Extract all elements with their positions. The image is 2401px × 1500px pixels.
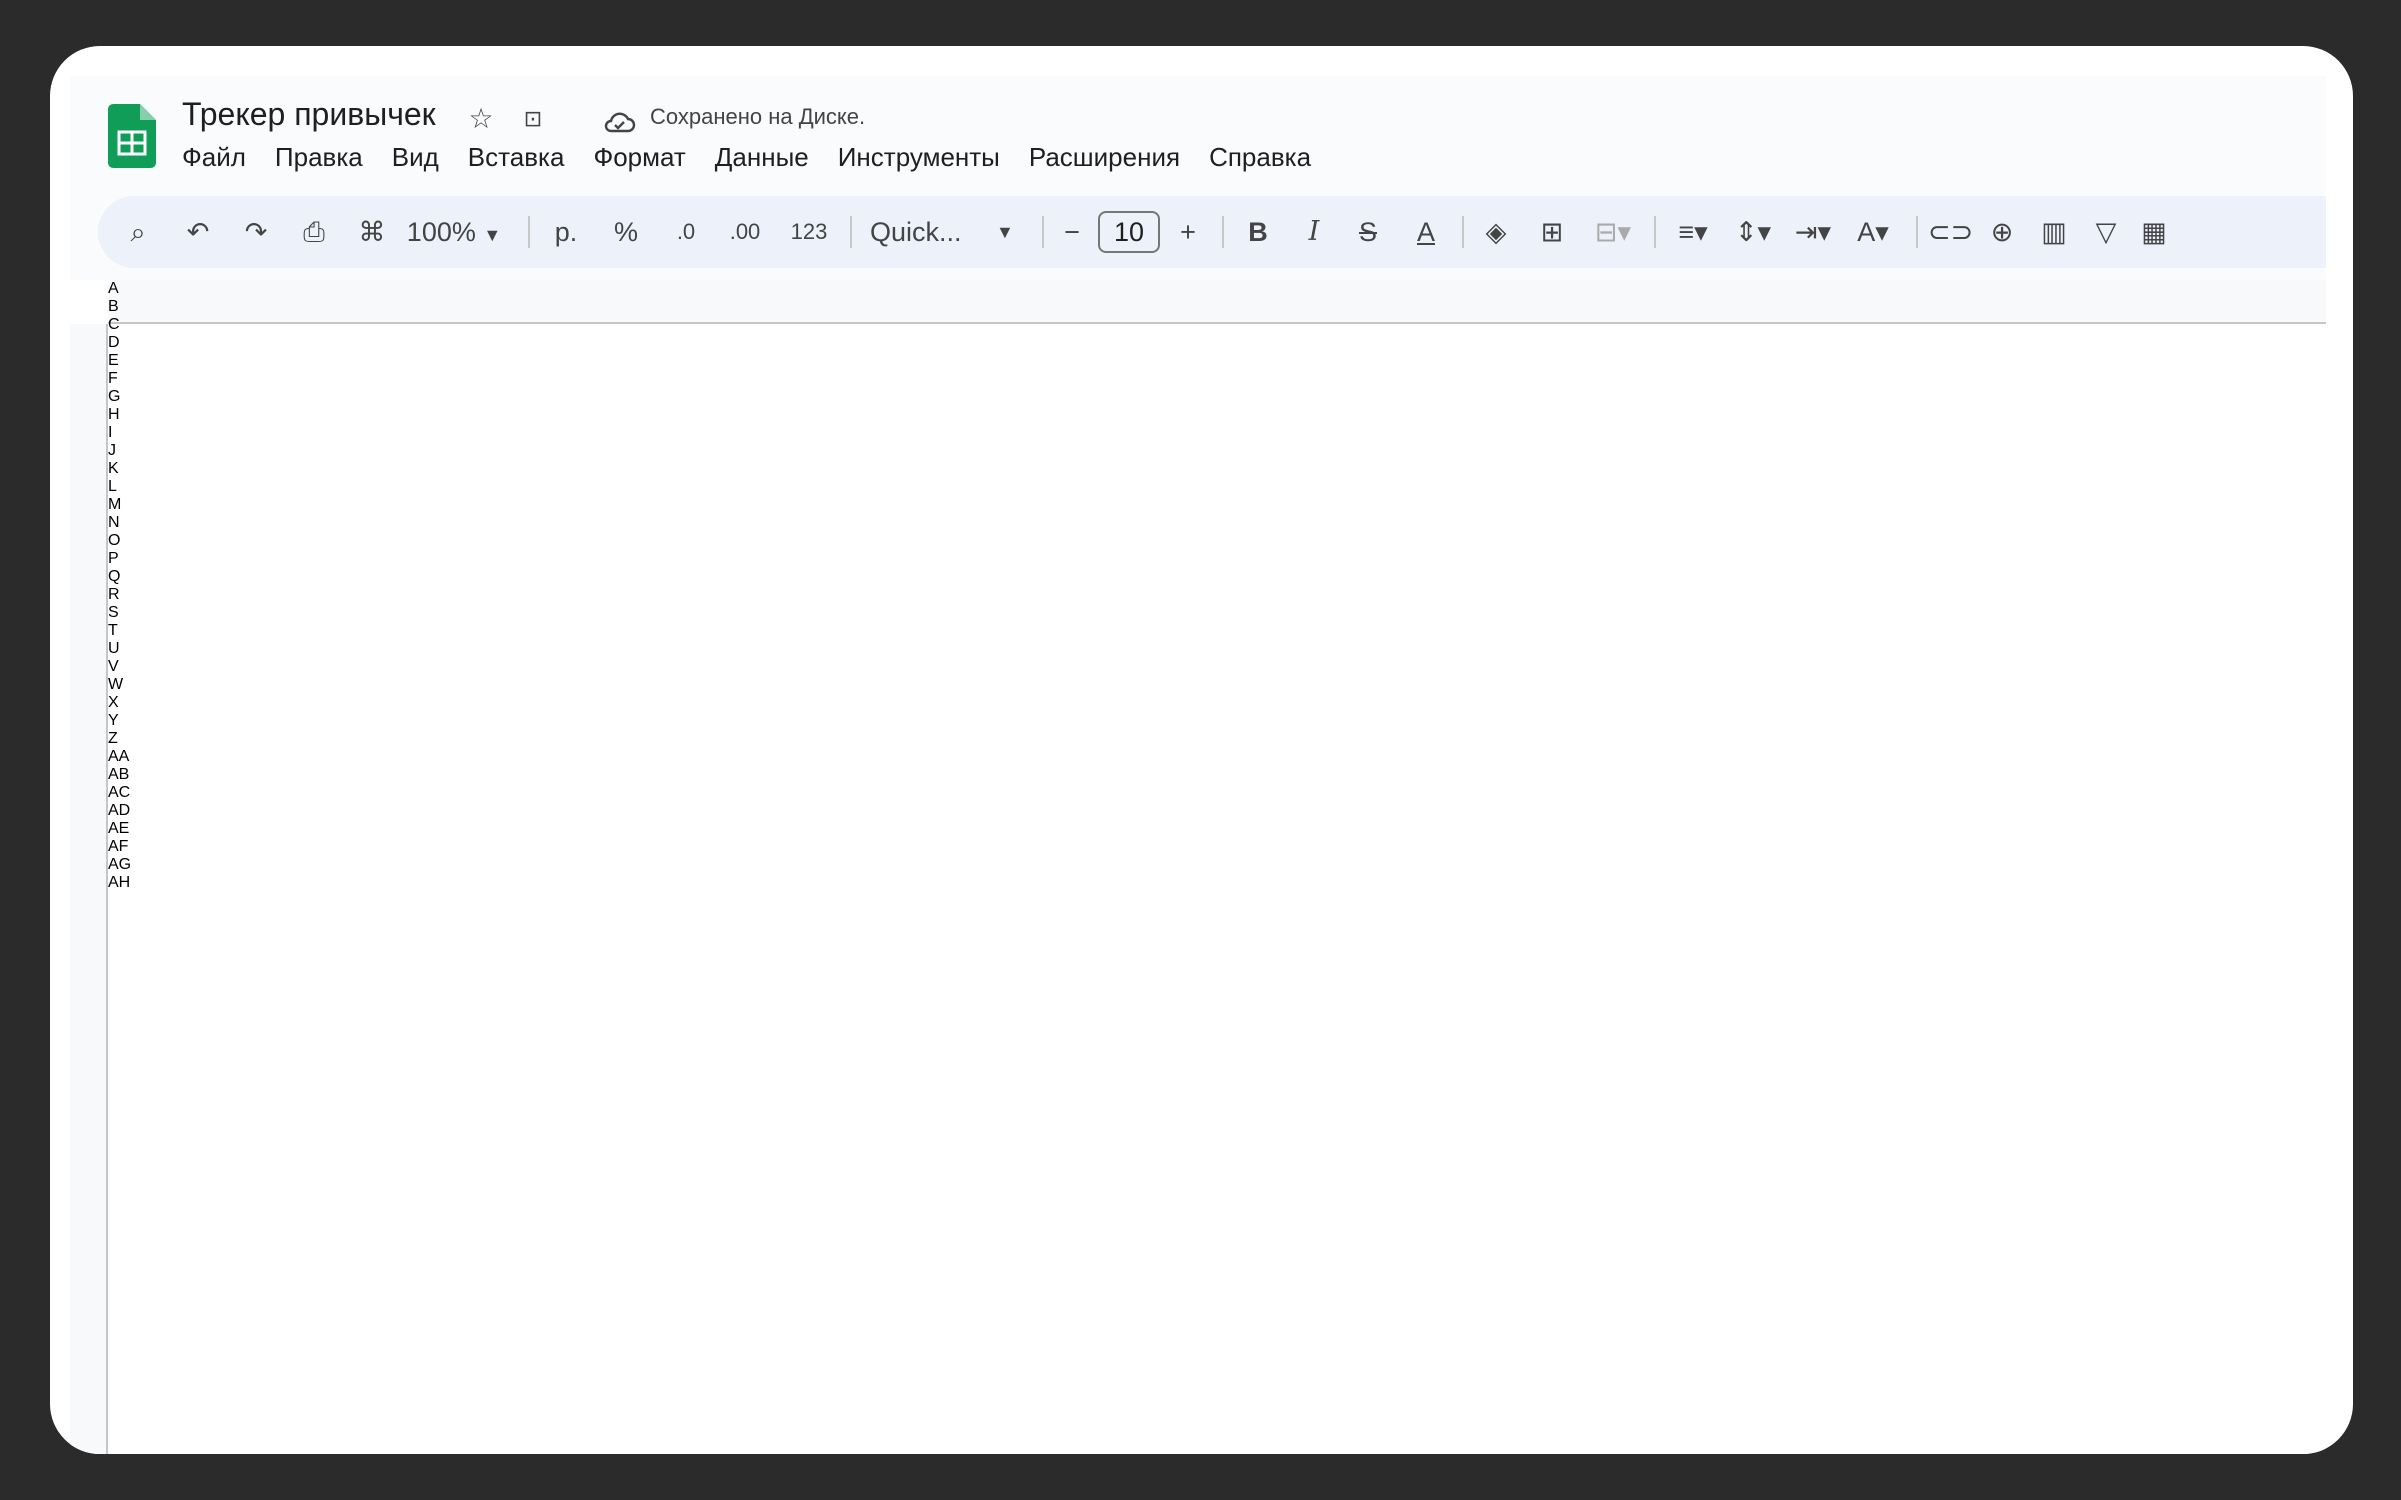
screenshot-frame [50, 46, 2353, 1454]
column-header-Y[interactable]: Y [108, 712, 119, 729]
bold-icon[interactable]: B [1248, 217, 1268, 247]
column-header-U[interactable]: U [108, 640, 120, 657]
sheets-window [70, 76, 2326, 1454]
column-header-N[interactable]: N [108, 514, 120, 531]
document-title[interactable]: Трекер привычек [182, 96, 436, 132]
column-header-I[interactable]: I [108, 424, 113, 441]
row-headers [70, 324, 108, 1454]
column-header-K[interactable]: K [108, 460, 119, 477]
font-size-input[interactable]: 10 [1098, 211, 1160, 253]
column-header-Q[interactable]: Q [108, 568, 121, 585]
font-size-increase-icon[interactable]: + [1180, 217, 1196, 247]
column-header-M[interactable]: M [108, 496, 122, 513]
zoom-select[interactable] [404, 196, 504, 268]
column-header-B[interactable]: B [108, 298, 119, 315]
save-status: Сохранено на Диске. [650, 104, 866, 129]
sheets-logo-icon[interactable] [108, 104, 156, 168]
decrease-decimal-button[interactable]: .0 [676, 219, 696, 244]
fill-color-icon[interactable]: ◈ [1485, 217, 1507, 247]
menu-item-6[interactable]: Инструменты [837, 142, 1000, 172]
text-wrap-icon[interactable]: ⇥▾ [1794, 217, 1832, 247]
column-header-AE[interactable]: AE [108, 820, 130, 837]
menu-item-8[interactable]: Справка [1209, 142, 1312, 172]
column-header-R[interactable]: R [108, 586, 120, 603]
spreadsheet-grid [70, 280, 2326, 1454]
menu-item-4[interactable]: Формат [593, 142, 686, 172]
column-header-L[interactable]: L [108, 478, 117, 495]
column-header-AB[interactable]: AB [108, 766, 130, 783]
chevron-down-icon: ▼ [483, 225, 502, 245]
merge-cells-icon[interactable]: ⊟▾ [1594, 217, 1632, 247]
chevron-down-icon: ▼ [996, 222, 1014, 242]
insert-link-icon[interactable]: ⊂⊃ [1928, 217, 1974, 247]
percent-button[interactable]: % [613, 217, 638, 247]
undo-icon[interactable]: ↶ [186, 217, 210, 247]
column-header-X[interactable]: X [108, 694, 119, 711]
print-icon[interactable]: ⎙ [303, 217, 325, 247]
insert-chart-icon[interactable]: ▥ [2041, 217, 2067, 247]
sheet-content [108, 324, 2326, 1454]
menu-bar [182, 142, 1340, 173]
search-icon[interactable]: ⌕ [130, 217, 146, 247]
text-rotation-icon[interactable]: A▾ [1857, 217, 1889, 247]
filter-icon[interactable]: ▽ [2095, 217, 2117, 247]
column-header-F[interactable]: F [108, 370, 118, 387]
column-header-AC[interactable]: AC [108, 784, 131, 801]
strikethrough-icon[interactable]: S [1358, 217, 1377, 247]
column-header-O[interactable]: O [108, 532, 121, 549]
column-header-AD[interactable]: AD [108, 802, 131, 819]
menu-item-1[interactable]: Правка [274, 142, 363, 172]
column-header-AH[interactable]: AH [108, 874, 131, 891]
star-icon[interactable]: ☆ [468, 103, 494, 134]
increase-decimal-button[interactable]: .00 [729, 219, 761, 244]
toolbar [98, 196, 2326, 268]
menu-item-3[interactable]: Вставка [467, 142, 565, 172]
column-header-V[interactable]: V [108, 658, 119, 675]
paint-format-icon[interactable]: ⌘ [358, 217, 386, 247]
font-size-decrease-icon[interactable]: − [1064, 217, 1080, 247]
number-format-button[interactable]: 123 [790, 219, 828, 244]
font-select[interactable] [870, 196, 1020, 268]
cloud-saved-icon[interactable] [602, 110, 636, 134]
column-headers [108, 280, 2326, 891]
column-header-H[interactable]: H [108, 406, 120, 423]
column-header-S[interactable]: S [108, 604, 119, 621]
menu-item-2[interactable]: Вид [391, 142, 439, 172]
column-header-Z[interactable]: Z [108, 730, 118, 747]
font-value: Quick... [870, 217, 962, 247]
insert-comment-icon[interactable]: ⊕ [1990, 217, 2014, 247]
redo-icon[interactable]: ↷ [244, 217, 268, 247]
menu-item-5[interactable]: Данные [714, 142, 809, 172]
zoom-value: 100% [406, 217, 476, 247]
column-header-W[interactable]: W [108, 676, 124, 693]
column-header-E[interactable]: E [108, 352, 119, 369]
column-header-G[interactable]: G [108, 388, 121, 405]
column-header-P[interactable]: P [108, 550, 119, 567]
move-to-folder-icon[interactable]: ⊡ [523, 106, 543, 131]
column-header-J[interactable]: J [108, 442, 116, 459]
italic-icon[interactable]: I [1308, 216, 1320, 247]
currency-button[interactable]: р. [554, 217, 578, 247]
borders-icon[interactable]: ⊞ [1540, 217, 1564, 247]
column-header-AG[interactable]: AG [108, 856, 132, 873]
menu-item-0[interactable]: Файл [182, 142, 246, 172]
column-header-A[interactable]: A [108, 280, 119, 297]
text-color-icon[interactable]: A [1416, 217, 1435, 247]
column-header-D[interactable]: D [108, 334, 120, 351]
vertical-align-icon[interactable]: ⇕▾ [1734, 217, 1772, 247]
column-header-AA[interactable]: AA [108, 748, 130, 765]
column-header-C[interactable]: C [108, 316, 120, 333]
filter-views-icon[interactable]: ▦ [2141, 217, 2167, 247]
column-header-T[interactable]: T [108, 622, 118, 639]
column-header-AF[interactable]: AF [108, 838, 129, 855]
menu-item-7[interactable]: Расширения [1028, 142, 1181, 172]
horizontal-align-icon[interactable]: ≡▾ [1678, 217, 1708, 247]
